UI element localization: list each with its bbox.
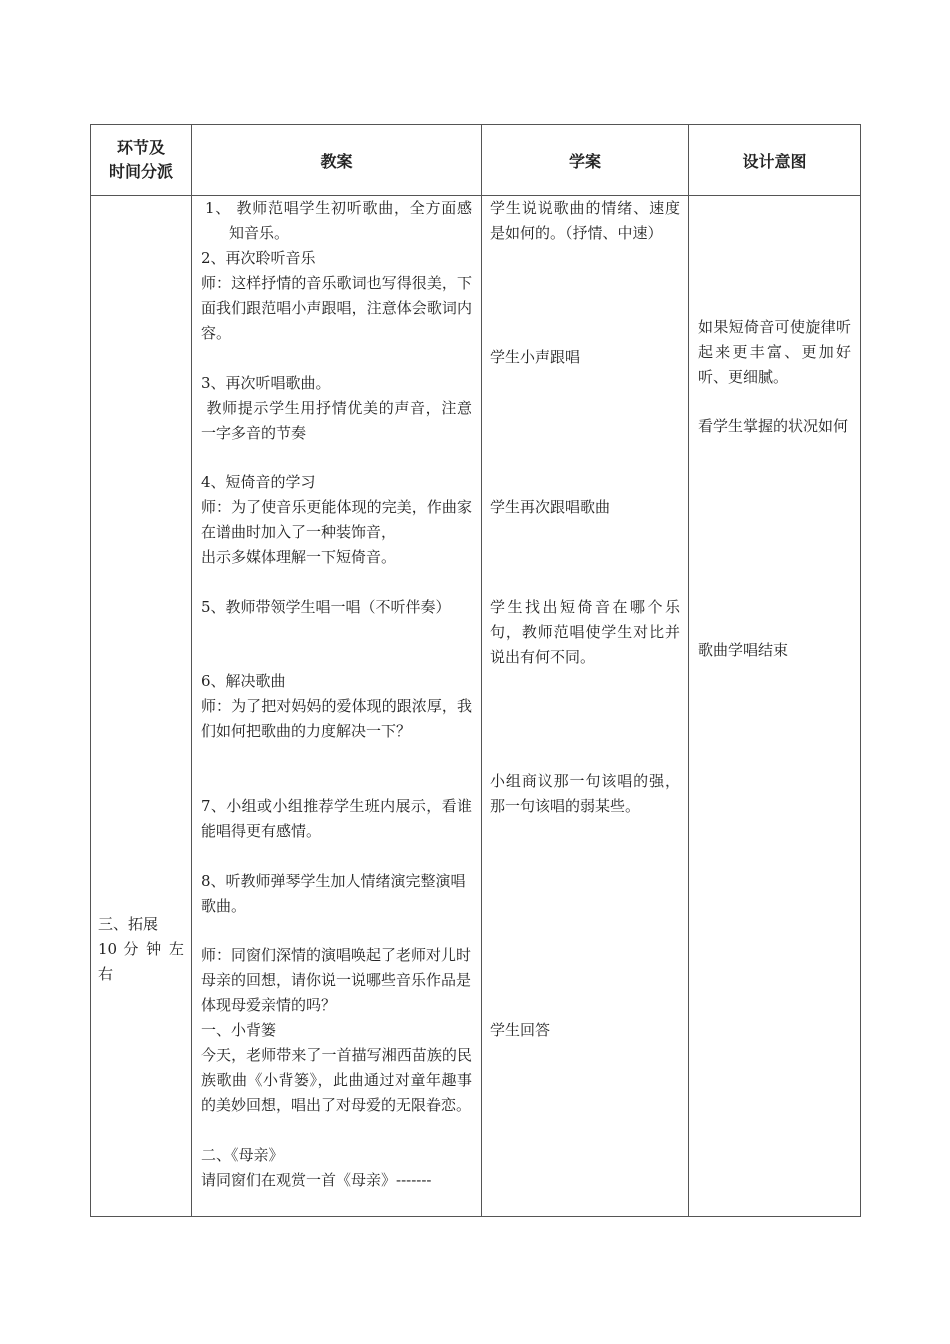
header-stage-line2: 时间分派 <box>108 162 173 181</box>
lesson-step-3-text: 教师提示学生用抒情优美的声音，注意一字多音的节奏 <box>201 399 472 442</box>
lesson-step-1: 1、 教师范唱学生初听歌曲，全方面感知音乐。 <box>205 199 472 242</box>
lesson-song-1-title: 一、小背篓 <box>201 1021 277 1039</box>
lesson-step-7: 7、小组或小组推荐学生班内展示，看谁能唱得更有感情。 <box>201 797 472 840</box>
lesson-step-3: 3、再次听唱歌曲。 <box>201 374 331 392</box>
design-item-1: 如果短倚音可使旋律听起来更丰富、更加好听、更细腻。 <box>698 318 851 386</box>
student-item-1: 学生说说歌曲的情绪、速度是如何的。（抒情、中速） <box>490 199 680 242</box>
content-row <box>91 196 861 1217</box>
lesson-step-4-text: 师：为了使音乐更能体现的完美，作曲家在谱曲时加入了一种装饰音， <box>201 498 472 541</box>
student-plan-cell <box>482 196 689 1217</box>
lesson-step-6-text: 师：为了把对妈妈的爱体现的跟浓厚，我们如何把歌曲的力度解决一下？ <box>201 697 472 740</box>
lesson-plan-cell <box>192 196 482 1217</box>
header-stage-time <box>91 125 192 196</box>
header-stage-line1: 环节及 <box>116 138 165 157</box>
student-item-5: 小组商议那一句该唱的强，那一句该唱的弱某些。 <box>490 772 680 815</box>
design-intent-cell <box>689 196 861 1217</box>
lesson-step-5: 5、教师带领学生唱一唱（不听伴奏） <box>201 598 451 616</box>
stage-cell <box>91 196 192 1217</box>
lesson-step-4-media: 出示多媒体理解一下短倚音。 <box>201 548 397 566</box>
student-item-3: 学生再次跟唱歌曲 <box>490 498 611 516</box>
lesson-extension-text: 师：同窗们深情的演唱唤起了老师对儿时母亲的回想，请你说一说哪些音乐作品是体现母爱亲情的吗？ <box>201 946 472 1014</box>
lesson-step-4: 4、短倚音的学习 <box>201 473 316 491</box>
stage-line2: 10 分 钟 左 <box>98 940 184 958</box>
header-lesson-plan: 教案 <box>192 125 482 196</box>
lesson-step-2-text: 师：这样抒情的音乐歌词也写得很美，下面我们跟范唱小声跟唱，注意体会歌词内容。 <box>201 274 472 342</box>
lesson-song-2-title: 二、《母亲》 <box>201 1146 284 1164</box>
stage-line1: 三、拓展 <box>98 915 159 933</box>
lesson-step-2: 2、再次聆听音乐 <box>201 249 316 267</box>
lesson-song-1-text: 今天，老师带来了一首描写湘西苗族的民族歌曲《小背篓》，此曲通过对童年趣事的美妙回想，唱出了对母爱的无限眷恋。 <box>201 1046 472 1114</box>
student-item-6: 学生回答 <box>490 1021 551 1039</box>
design-item-2: 看学生掌握的状况如何 <box>698 417 849 435</box>
design-item-3: 歌曲学唱结束 <box>698 641 789 659</box>
lesson-step-6: 6、解决歌曲 <box>201 672 286 690</box>
student-item-2: 学生小声跟唱 <box>490 348 581 366</box>
lesson-song-2-text: 请同窗们在观赏一首《母亲》------- <box>201 1171 432 1189</box>
header-row <box>91 125 861 196</box>
lesson-step-8: 8、听教师弹琴学生加人情绪演完整演唱歌曲。 <box>201 872 466 915</box>
header-student-plan: 学案 <box>482 125 689 196</box>
stage-line3: 右 <box>98 965 114 983</box>
header-design-intent: 设计意图 <box>689 125 861 196</box>
lesson-plan-table <box>90 124 861 1217</box>
student-item-4: 学生找出短倚音在哪个乐句，教师范唱使学生对比并说出有何不同。 <box>490 598 680 666</box>
